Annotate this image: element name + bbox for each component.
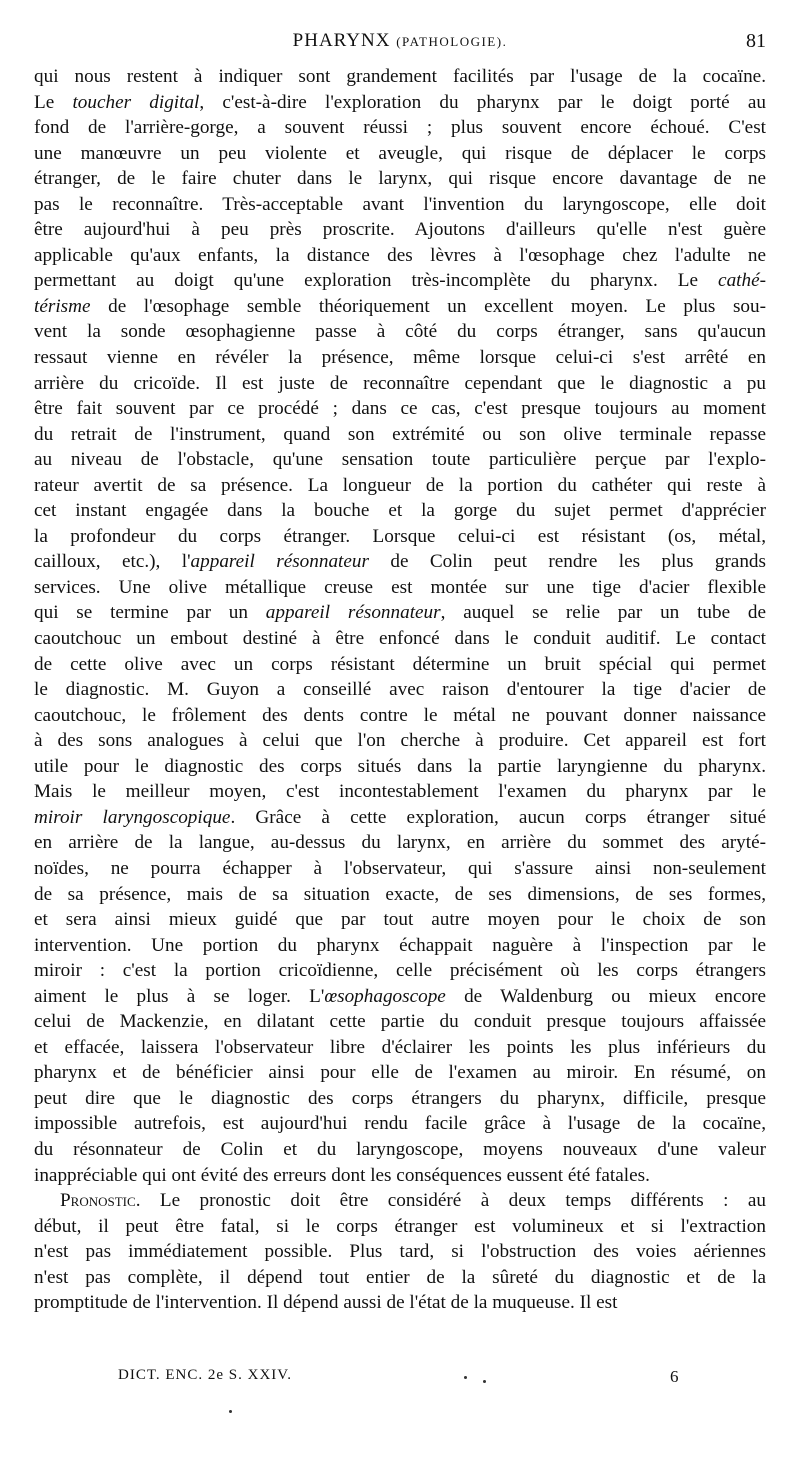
text-line: qui se termine par un appareil résonnateur, auquel se relie par un tube de: [34, 602, 766, 624]
text-line: permettant au doigt qu'une exploration très-incomplète du pharynx. Le cathé-: [34, 270, 766, 292]
text-line: térisme de l'œsophage semble théoriquement un excellent moyen. Le plus sou-: [34, 295, 766, 317]
text-line: au niveau de l'obstacle, qu'une sensation toute particulière perçue par l'explo-: [34, 449, 766, 471]
running-title-main: PHARYNX: [292, 30, 391, 51]
text-line: de sa présence, mais de sa situation exacte, de ses dimensions, de ses formes,: [34, 883, 766, 905]
text-line: n'est pas immédiatement possible. Plus tard, si l'obstruction des voies aériennes: [34, 1241, 766, 1263]
text-line: être aujourd'hui à peu près proscrite. Ajoutons d'ailleurs qu'elle n'est guère: [34, 219, 766, 241]
text-line: le diagnostic. M. Guyon a conseillé avec raison d'entourer la tige d'acier de: [34, 679, 766, 701]
text-line: et sera ainsi mieux guidé que par tout autre moyen pour le choix de son: [34, 909, 766, 931]
text-line: celui de Mackenzie, en dilatant cette partie du conduit presque toujours affaissée: [34, 1011, 766, 1033]
text-line: caoutchouc, le frôlement des dents contre le métal ne pouvant donner naissance: [34, 704, 766, 726]
text-line: cet instant engagée dans la bouche et la gorge du sujet permet d'apprécier: [34, 500, 766, 522]
text-line: utile pour le diagnostic des corps situés dans la partie laryngienne du pharynx.: [34, 755, 766, 777]
body-text: [34, 64, 766, 1316]
running-title: [34, 30, 766, 52]
text-line: caoutchouc un embout destiné à être enfoncé dans le conduit auditif. Le contact: [34, 628, 766, 650]
text-line: être fait souvent par ce procédé ; dans ce cas, c'est presque toujours au moment: [34, 398, 766, 420]
text-line: cailloux, etc.), l'appareil résonnateur de Colin peut rendre les plus grands: [34, 551, 766, 573]
page-number: 81: [746, 30, 766, 52]
print-speck: [483, 1380, 486, 1383]
text-line: de cette olive avec un corps résistant détermine un bruit spécial qui permet: [34, 653, 766, 675]
sheet-number: 6: [670, 1367, 679, 1386]
text-line: Mais le meilleur moyen, c'est incontestablement l'examen du pharynx par le: [34, 781, 766, 803]
text-line: à des sons analogues à celui que l'on cherche à produire. Cet appareil est fort: [34, 730, 766, 752]
text-line: arrière du cricoïde. Il est juste de reconnaître cependant que le diagnostic a pu: [34, 372, 766, 394]
text-line: impossible autrefois, est aujourd'hui rendu facile grâce à l'usage de la cocaïne,: [34, 1113, 766, 1135]
running-head: [34, 30, 766, 58]
text-line: du résonnateur de Colin et du laryngoscope, moyens nouveaux d'une valeur: [34, 1138, 766, 1160]
text-line: peut dire que le diagnostic des corps étrangers du pharynx, difficile, presque: [34, 1087, 766, 1109]
text-line: promptitude de l'intervention. Il dépend aussi de l'état de la muqueuse. Il est: [34, 1292, 618, 1314]
text-line: en arrière de la langue, au-dessus du larynx, en arrière du sommet des aryté-: [34, 832, 766, 854]
text-line: miroir laryngoscopique. Grâce à cette exploration, aucun corps étranger situé: [34, 806, 766, 828]
text-line: applicable qu'aux enfants, la distance des lèvres à l'œsophage chez l'adulte ne: [34, 244, 766, 266]
text-line: qui nous restent à indiquer sont grandement facilités par l'usage de la cocaïne.: [34, 66, 766, 87]
print-speck: [464, 1376, 467, 1379]
text-line: Pronostic. Le pronostic doit être considéré à deux temps différents : au: [60, 1190, 766, 1212]
signature-mark: DICT. ENC. 2e S. XXIV.: [118, 1367, 292, 1383]
text-line: pharynx et de bénéficier ainsi pour elle de l'examen au miroir. En résumé, on: [34, 1062, 766, 1084]
text-line: ressaut vienne en révéler la présence, même lorsque celui-ci s'est arrêté en: [34, 347, 766, 369]
running-title-sub: (PATHOLOGIE).: [396, 34, 508, 49]
text-line: la profondeur du corps étranger. Lorsque celui-ci est résistant (os, métal,: [34, 525, 766, 547]
text-line: miroir : c'est la portion cricoïdienne, celle précisément où les corps étrangers: [34, 960, 766, 982]
text-line: intervention. Une portion du pharynx échappait naguère à l'inspection par le: [34, 934, 766, 956]
text-line: Le toucher digital, c'est-à-dire l'exploration du pharynx par le doigt porté au: [34, 91, 766, 113]
text-line: une manœuvre un peu violente et aveugle, qui risque de déplacer le corps: [34, 142, 766, 164]
text-line: n'est pas complète, il dépend tout entier de la sûreté du diagnostic et de la: [34, 1266, 766, 1288]
text-line: rateur avertit de sa présence. La longueur de la portion du cathéter qui reste à: [34, 474, 766, 496]
text-line: pas le reconnaître. Très-acceptable avant l'invention du laryngoscope, elle doit: [34, 193, 766, 215]
print-speck: [229, 1410, 232, 1413]
text-line: fond de l'arrière-gorge, a souvent réussi ; plus souvent encore échoué. C'est: [34, 117, 766, 139]
text-line: début, il peut être fatal, si le corps étranger est volumineux et si l'extraction: [34, 1215, 766, 1237]
text-line: aiment le plus à se loger. L'œsophagoscope de Waldenburg ou mieux encore: [34, 985, 766, 1007]
page-footer: [34, 1367, 766, 1393]
text-line: et effacée, laissera l'observateur libre d'éclairer les points les plus inférieurs du: [34, 1036, 766, 1058]
text-line: noïdes, ne pourra échapper à l'observateur, qui s'assure ainsi non-seulement: [34, 857, 766, 879]
text-line: du retrait de l'instrument, quand son extrémité ou son olive terminale repasse: [34, 423, 766, 445]
text-line: étranger, de le faire chuter dans le larynx, qui risque encore davantage de ne: [34, 168, 766, 190]
text-line: vent la sonde œsophagienne passe à côté du corps étranger, sans qu'aucun: [34, 321, 766, 343]
text-line: services. Une olive métallique creuse est montée sur une tige d'acier flexible: [34, 576, 766, 598]
text-line: inappréciable qui ont évité des erreurs dont les conséquences eussent été fatales.: [34, 1164, 650, 1186]
